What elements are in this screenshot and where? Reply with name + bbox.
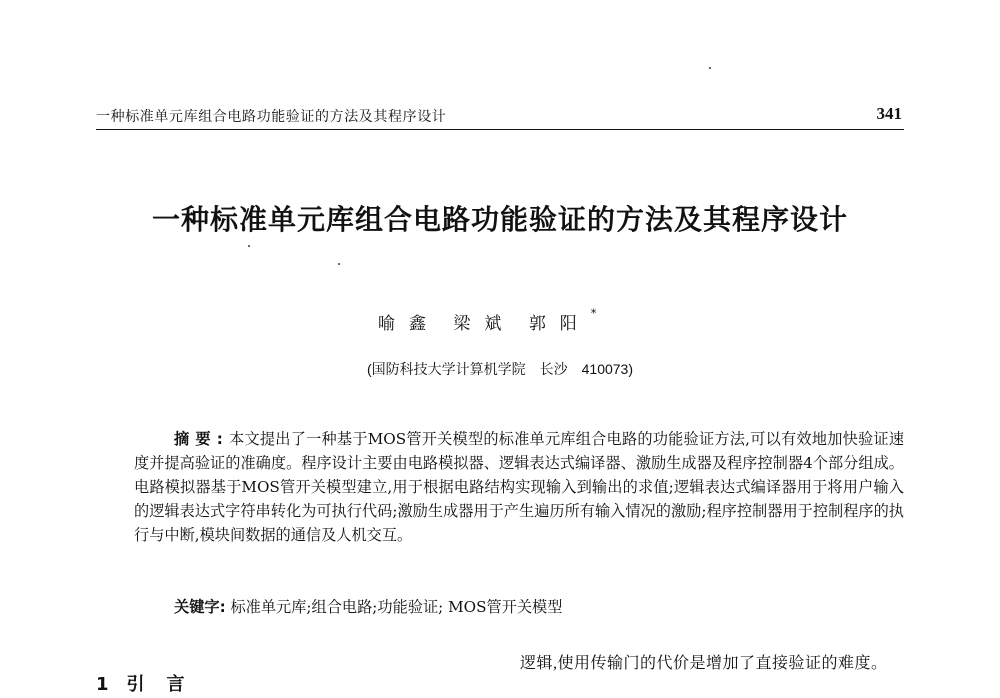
author-affiliation: (国防科技大学计算机学院 长沙 410073) bbox=[366, 361, 634, 377]
running-title: 一种标准单元库组合电路功能验证的方法及其程序设计 bbox=[96, 109, 447, 125]
keywords-text: 标准单元库;组合电路;功能验证; MOS管开关模型 bbox=[230, 598, 563, 616]
abstract bbox=[134, 427, 904, 547]
section-title: 引言 bbox=[126, 674, 207, 695]
author-name: 郭阳 bbox=[528, 314, 591, 334]
paper-title: 一种标准单元库组合电路功能验证的方法及其程序设计 bbox=[151, 203, 848, 236]
author-footnote-mark: * bbox=[590, 307, 597, 321]
page-number: 341 bbox=[876, 104, 902, 123]
keywords bbox=[174, 596, 874, 617]
scan-speck bbox=[248, 245, 250, 247]
section-heading bbox=[96, 670, 207, 696]
header-rule bbox=[96, 129, 904, 130]
scan-speck bbox=[709, 67, 711, 69]
author-name: 喻鑫 bbox=[378, 314, 440, 334]
author-name: 梁斌 bbox=[453, 314, 516, 334]
abstract-label: 摘要: bbox=[174, 430, 229, 448]
section-number: 1 bbox=[96, 674, 109, 695]
author-list bbox=[378, 309, 678, 334]
keywords-label: 关键字: bbox=[174, 598, 226, 616]
right-column-text: 逻辑,使用传输门的代价是增加了直接验证的难度。 bbox=[520, 655, 888, 672]
abstract-text: 本文提出了一种基于MOS管开关模型的标准单元库组合电路的功能验证方法,可以有效地加快验证速度并提高验证的准确度。程序设计主要由电路模拟器、逻辑表达式编译器、激励生成器及程序控制器4个部分组成。电路模拟器基于MOS管开关模型建立,用于根据电路结构实现输入到输出的求值;逻辑表达式编译器用于将用户输入的逻辑表达式字符串转化为可执行代码;激励生成器用于产生遍历所有输入情况的激励;程序控制器用于控制程序的执行与中断,模块间数据的通信及人机交互。 bbox=[134, 430, 905, 545]
scan-speck bbox=[338, 263, 340, 265]
